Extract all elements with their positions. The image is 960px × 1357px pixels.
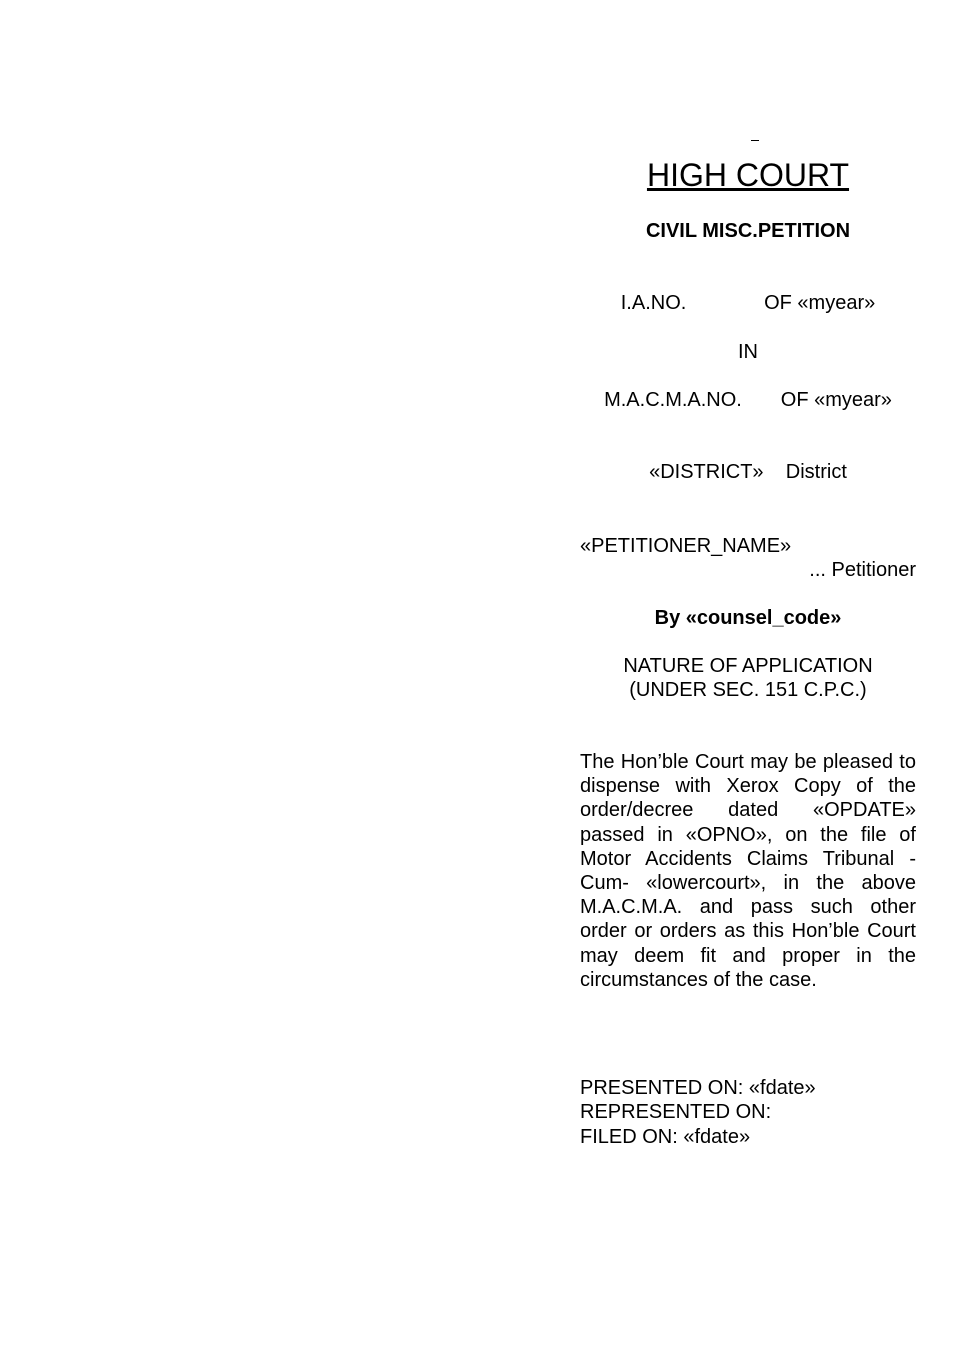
district-line: «DISTRICT» District <box>649 461 847 483</box>
petitioner-name: «PETITIONER_NAME» <box>580 535 792 557</box>
court-title: HIGH COURT <box>646 157 850 193</box>
filed-on: FILED ON: «fdate» <box>580 1126 751 1148</box>
counsel-line: By «counsel_code» <box>654 607 842 629</box>
presented-on: PRESENTED ON: «fdate» <box>580 1077 816 1099</box>
nature-title: NATURE OF APPLICATION <box>623 655 873 677</box>
prayer-paragraph: The Hon’ble Court may be pleased to dispense with Xerox Copy of the order/decree dated «OPDATE» passed in «OPNO», on the file of Motor Accidents Claims Tribunal -Cum- «lowercourt», in the above M.A.C.M.A. and pass such other order or orders as this Hon’ble Court may deem fit and proper in the circumstances of the case. <box>580 751 916 991</box>
represented-on: REPRESENTED ON: <box>580 1101 772 1123</box>
header-tick-mark <box>751 140 759 141</box>
ia-number-line: I.A.NO. OF «myear» <box>620 292 876 314</box>
nature-section: (UNDER SEC. 151 C.P.C.) <box>629 679 867 701</box>
petition-type: CIVIL MISC.PETITION <box>645 220 851 242</box>
in-label: IN <box>738 341 758 363</box>
petitioner-role: ... Petitioner <box>809 559 916 581</box>
macma-number-line: M.A.C.M.A.NO. OF «myear» <box>604 389 892 411</box>
